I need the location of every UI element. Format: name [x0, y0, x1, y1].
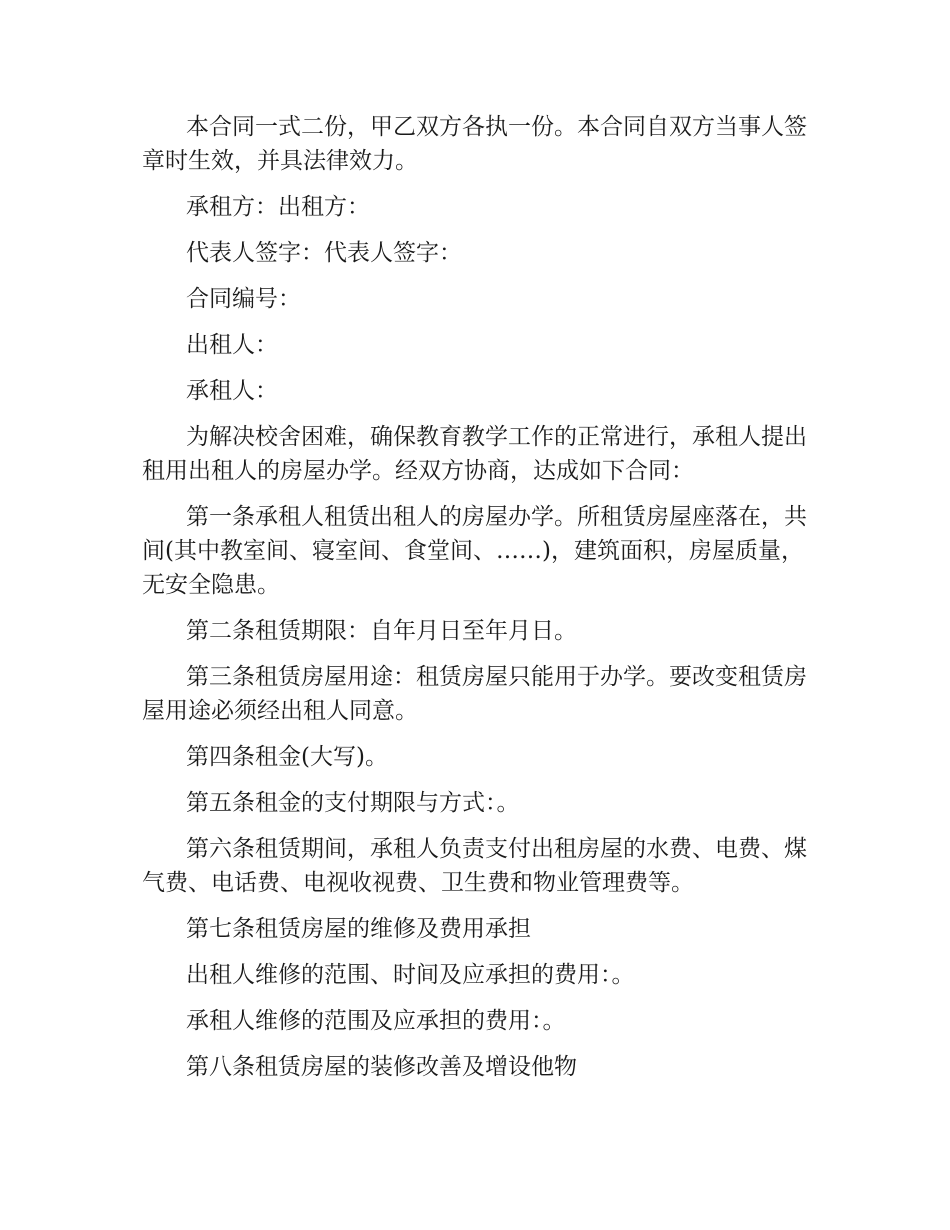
paragraph-article-2: 第二条租赁期限：自年月日至年月日。 — [186, 618, 577, 644]
document-page — [142, 110, 822, 1096]
paragraph-article-8: 第八条租赁房屋的装修改善及增设他物 — [186, 1054, 577, 1080]
paragraph-preamble: 为解决校舍困难，确保教育教学工作的正常进行，承租人提出租用出租人的房屋办学。经双方协商，达成如下合同： — [142, 424, 807, 484]
paragraph-lessee-repair: 承租人维修的范围及应承担的费用：。 — [186, 1008, 566, 1034]
paragraph-article-5: 第五条租金的支付期限与方式：。 — [186, 790, 520, 816]
paragraph-article-4: 第四条租金(大写)。 — [186, 744, 388, 770]
paragraph-copies-effect: 本合同一式二份，甲乙双方各执一份。本合同自双方当事人签章时生效，并具法律效力。 — [142, 114, 807, 174]
paragraph-article-1: 第一条承租人租赁出租人的房屋办学。所租赁房屋座落在，共间(其中教室间、寝室间、食堂间、……)，建筑面积，房屋质量，无安全隐患。 — [142, 504, 807, 598]
paragraph-lessee: 承租人： — [186, 378, 278, 404]
paragraph-article-7: 第七条租赁房屋的维修及费用承担 — [186, 916, 531, 942]
paragraph-article-3: 第三条租赁房屋用途：租赁房屋只能用于办学。要改变租赁房屋用途必须经出租人同意。 — [142, 664, 807, 724]
paragraph-lessor-repair: 出租人维修的范围、时间及应承担的费用：。 — [186, 962, 635, 988]
paragraph-parties: 承租方：出租方： — [186, 194, 370, 220]
paragraph-signatures: 代表人签字：代表人签字： — [186, 240, 462, 266]
paragraph-lessor: 出租人： — [186, 332, 278, 358]
paragraph-contract-number: 合同编号： — [186, 286, 301, 312]
paragraph-article-6: 第六条租赁期间，承租人负责支付出租房屋的水费、电费、煤气费、电话费、电视收视费、卫生费和物业管理费等。 — [142, 836, 807, 896]
